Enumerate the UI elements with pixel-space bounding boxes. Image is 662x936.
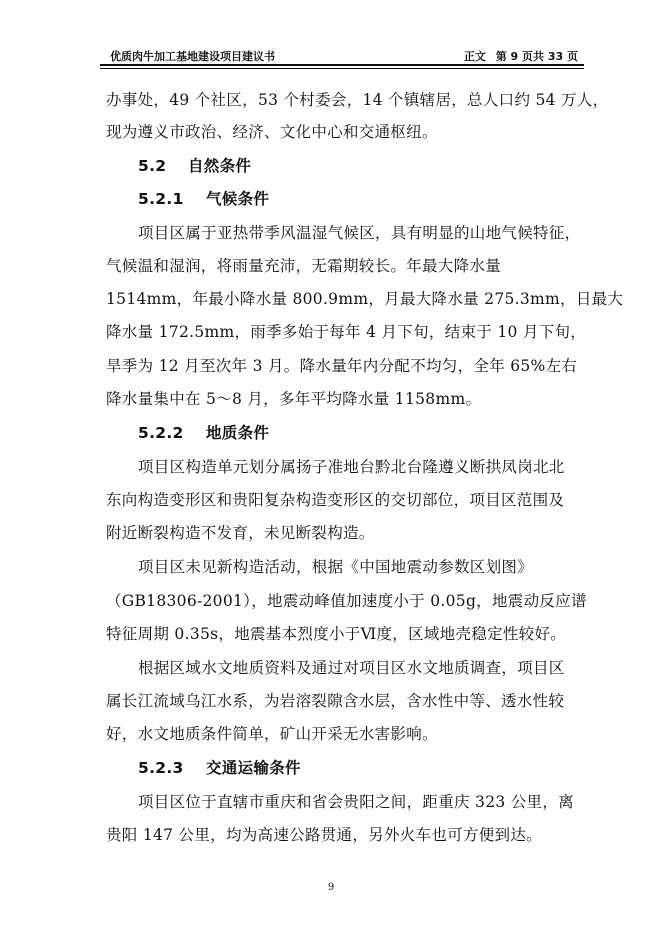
paragraph-line: 现为遵义市政治、经济、文化中心和交通枢纽。 bbox=[106, 123, 438, 141]
paragraph-line: 根据区域水文地质资料及通过对项目区水文地质调查，项目区 bbox=[138, 659, 565, 677]
paragraph-line: 项目区未见新构造活动，根据《中国地震动参数区划图》 bbox=[138, 558, 534, 576]
page-count: 第 9 页共 33 页 bbox=[495, 50, 578, 63]
paragraph-line: 1514mm，年最小降水量 800.9mm，月最大降水量 275.3mm，日最大 bbox=[106, 290, 624, 308]
paragraph-line: 办事处，49 个社区，53 个村委会，14 个镇辖居，总人口约 54 万人， bbox=[106, 91, 609, 109]
paragraph-line: 项目区构造单元划分属扬子准地台黔北台隆遵义断拱凤岗北北 bbox=[138, 458, 565, 476]
paragraph-line: 特征周期 0.35s，地震基本烈度小于Ⅵ度，区域地壳稳定性较好。 bbox=[106, 625, 567, 643]
paragraph-line: 旱季为 12 月至次年 3 月。降水量年内分配不均匀，全年 65%左右 bbox=[106, 357, 578, 375]
paragraph-line: 好，水文地质条件简单，矿山开采无水害影响。 bbox=[106, 725, 438, 743]
section-title: 地质条件 bbox=[206, 424, 270, 442]
section-number: 5.2.1 bbox=[138, 190, 184, 208]
paragraph-line: 降水量 172.5mm，雨季多始于每年 4 月下旬，结束于 10 月下旬， bbox=[106, 323, 587, 341]
section-title: 自然条件 bbox=[188, 157, 252, 175]
section-heading-5-2 bbox=[138, 156, 251, 176]
page-info bbox=[458, 48, 578, 64]
header-rule-thin bbox=[100, 68, 584, 69]
page-number: 9 bbox=[327, 882, 335, 893]
paragraph-line: 项目区属于亚热带季风温湿气候区，具有明显的山地气候特征， bbox=[138, 224, 581, 242]
section-number: 5.2 bbox=[138, 157, 167, 175]
paragraph-line: 属长江流域乌江水系，为岩溶裂隙含水层，含水性中等、透水性较 bbox=[106, 692, 565, 710]
paragraph-line: 附近断裂构造不发育，未见断裂构造。 bbox=[106, 524, 375, 542]
section-number: 5.2.2 bbox=[138, 424, 184, 442]
paragraph-line: 降水量集中在 5～8 月，多年平均降水量 1158mm。 bbox=[106, 390, 482, 408]
paragraph-line: 贵阳 147 公里，均为高速公路贯通，另外火车也可方便到达。 bbox=[106, 826, 542, 844]
paragraph-line: 项目区位于直辖市重庆和省会贵阳之间，距重庆 323 公里，离 bbox=[138, 793, 574, 811]
section-label: 正文 bbox=[463, 50, 486, 63]
header-rule bbox=[100, 64, 584, 66]
page-header bbox=[100, 44, 584, 66]
section-title: 交通运输条件 bbox=[206, 759, 301, 777]
paragraph-line: （GB18306-2001），地震动峰值加速度小于 0.05g，地震动反应谱 bbox=[106, 592, 587, 610]
section-heading-5-2-1 bbox=[138, 189, 269, 209]
section-heading-5-2-3 bbox=[138, 758, 301, 778]
paragraph-line: 东向构造变形区和贵阳复杂构造变形区的交切部位，项目区范围及 bbox=[106, 491, 565, 509]
section-title: 气候条件 bbox=[206, 190, 270, 208]
paragraph-line: 气候温和湿润，将雨量充沛，无霜期较长。年最大降水量 bbox=[106, 257, 502, 275]
section-number: 5.2.3 bbox=[138, 759, 184, 777]
document-title: 优质肉牛加工基地建设项目建议书 bbox=[110, 50, 275, 63]
section-heading-5-2-2 bbox=[138, 423, 269, 443]
